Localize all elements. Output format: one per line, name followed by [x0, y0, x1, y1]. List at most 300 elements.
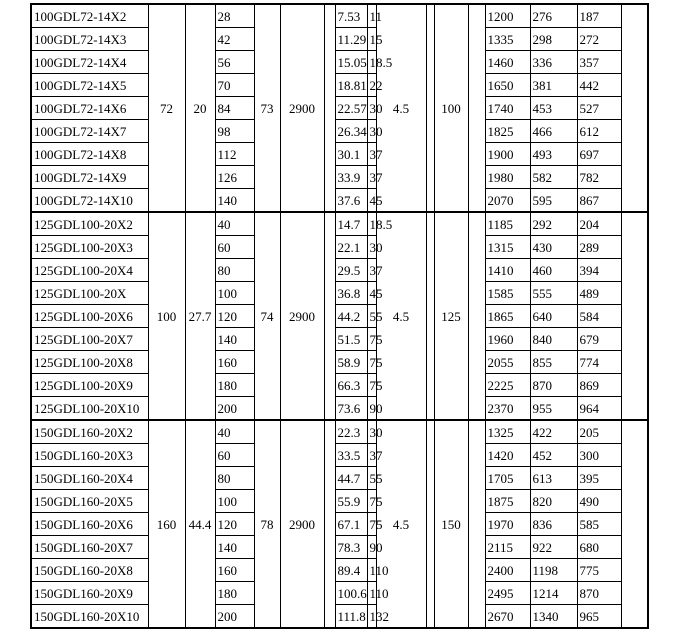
gap-cell — [621, 536, 648, 559]
power-cell: 11.29 — [335, 28, 367, 51]
gap-cell — [468, 351, 485, 374]
gap-cell — [324, 490, 335, 513]
model-cell: 100GDL72-14X8 — [31, 143, 148, 166]
motor-cell: 90 — [367, 536, 376, 559]
weight3-cell: 964 — [577, 397, 621, 421]
power-cell: 36.8 — [335, 282, 367, 305]
motor-cell: 18.5 — [367, 51, 376, 74]
weight2-cell: 460 — [530, 259, 577, 282]
gap-cell — [324, 74, 335, 97]
rpm-cell: 2900 — [280, 212, 324, 420]
motor-cell: 55 — [367, 305, 376, 328]
weight2-cell: 855 — [530, 351, 577, 374]
gap-cell — [621, 120, 648, 143]
gap-cell — [468, 212, 485, 236]
head-cell: 100 — [215, 282, 254, 305]
weight2-cell: 381 — [530, 74, 577, 97]
head-cell: 180 — [215, 582, 254, 605]
gap-cell — [621, 513, 648, 536]
weight1-cell: 2370 — [485, 397, 530, 421]
weight3-cell: 965 — [577, 605, 621, 629]
speed-cell: 20 — [185, 4, 215, 212]
table-row — [31, 74, 648, 97]
gap-cell — [468, 513, 485, 536]
gap-cell — [324, 605, 335, 629]
motor-cell: 30 — [367, 120, 376, 143]
table-row — [31, 282, 648, 305]
diameter-cell: 125 — [434, 212, 468, 420]
weight3-cell: 490 — [577, 490, 621, 513]
weight2-cell: 493 — [530, 143, 577, 166]
weight1-cell: 1825 — [485, 120, 530, 143]
weight2-cell: 582 — [530, 166, 577, 189]
weight2-cell: 298 — [530, 28, 577, 51]
table-row — [31, 4, 648, 28]
head-cell: 126 — [215, 166, 254, 189]
gap-cell — [468, 582, 485, 605]
model-cell: 125GDL100-20X — [31, 282, 148, 305]
gap-cell — [468, 444, 485, 467]
weight1-cell: 1410 — [485, 259, 530, 282]
motor-cell: 18.5 — [367, 212, 376, 236]
gap-cell — [426, 420, 434, 628]
head-cell: 140 — [215, 328, 254, 351]
gap-cell — [324, 351, 335, 374]
weight3-cell: 585 — [577, 513, 621, 536]
weight3-cell: 612 — [577, 120, 621, 143]
table-row — [31, 51, 648, 74]
weight3-cell: 679 — [577, 328, 621, 351]
gap-cell — [468, 605, 485, 629]
weight1-cell: 1740 — [485, 97, 530, 120]
power-cell: 78.3 — [335, 536, 367, 559]
gap-cell — [621, 236, 648, 259]
gap-cell — [621, 189, 648, 213]
power-cell: 58.9 — [335, 351, 367, 374]
weight3-cell: 272 — [577, 28, 621, 51]
model-cell: 150GDL160-20X3 — [31, 444, 148, 467]
gap-cell — [324, 28, 335, 51]
gap-cell — [468, 282, 485, 305]
model-cell: 125GDL100-20X7 — [31, 328, 148, 351]
weight3-cell: 527 — [577, 97, 621, 120]
model-cell: 150GDL160-20X7 — [31, 536, 148, 559]
gap-cell — [468, 420, 485, 444]
power-cell: 29.5 — [335, 259, 367, 282]
gap-cell — [324, 97, 335, 120]
motor-cell: 110 — [367, 559, 376, 582]
head-cell: 60 — [215, 444, 254, 467]
gap-cell — [324, 120, 335, 143]
gap-cell — [324, 559, 335, 582]
gap-cell — [621, 51, 648, 74]
motor-cell: 37 — [367, 166, 376, 189]
model-cell: 125GDL100-20X10 — [31, 397, 148, 421]
weight1-cell: 2400 — [485, 559, 530, 582]
gap-cell — [324, 582, 335, 605]
weight3-cell: 782 — [577, 166, 621, 189]
weight3-cell: 205 — [577, 420, 621, 444]
weight1-cell: 2225 — [485, 374, 530, 397]
motor-cell: 45 — [367, 282, 376, 305]
efficiency-cell: 78 — [254, 420, 280, 628]
table-row — [31, 351, 648, 374]
model-cell: 100GDL72-14X2 — [31, 4, 148, 28]
model-cell: 100GDL72-14X9 — [31, 166, 148, 189]
motor-cell: 75 — [367, 490, 376, 513]
motor-cell: 30 — [367, 420, 376, 444]
gap-cell — [621, 4, 648, 28]
diameter-cell: 100 — [434, 4, 468, 212]
weight1-cell: 1960 — [485, 328, 530, 351]
power-cell: 18.81 — [335, 74, 367, 97]
weight3-cell: 680 — [577, 536, 621, 559]
power-cell: 73.6 — [335, 397, 367, 421]
weight1-cell: 2055 — [485, 351, 530, 374]
table-row — [31, 259, 648, 282]
table-row — [31, 444, 648, 467]
weight2-cell: 1198 — [530, 559, 577, 582]
power-cell: 67.1 — [335, 513, 367, 536]
motor-cell: 55 — [367, 467, 376, 490]
gap-cell — [621, 74, 648, 97]
gap-cell — [468, 4, 485, 28]
power-cell: 22.1 — [335, 236, 367, 259]
gap-cell — [621, 282, 648, 305]
gap-cell — [621, 397, 648, 421]
table-row — [31, 97, 648, 120]
power-cell: 30.1 — [335, 143, 367, 166]
head-cell: 120 — [215, 513, 254, 536]
weight2-cell: 955 — [530, 397, 577, 421]
motor-cell: 75 — [367, 374, 376, 397]
motor-cell: 37 — [367, 259, 376, 282]
gap-cell — [324, 166, 335, 189]
power-cell: 7.53 — [335, 4, 367, 28]
model-cell: 100GDL72-14X6 — [31, 97, 148, 120]
gap-cell — [324, 212, 335, 236]
table-row — [31, 166, 648, 189]
gap-cell — [621, 467, 648, 490]
table-row — [31, 490, 648, 513]
power-cell: 33.5 — [335, 444, 367, 467]
model-cell: 100GDL72-14X7 — [31, 120, 148, 143]
weight1-cell: 1460 — [485, 51, 530, 74]
power-cell: 51.5 — [335, 328, 367, 351]
model-cell: 100GDL72-14X3 — [31, 28, 148, 51]
table-row — [31, 212, 648, 236]
table-row — [31, 582, 648, 605]
gap-cell — [468, 490, 485, 513]
head-cell: 200 — [215, 397, 254, 421]
table-row — [31, 374, 648, 397]
head-cell: 40 — [215, 420, 254, 444]
gap-cell — [621, 374, 648, 397]
diameter-cell: 150 — [434, 420, 468, 628]
power-cell: 44.2 — [335, 305, 367, 328]
power-cell: 100.6 — [335, 582, 367, 605]
weight2-cell: 276 — [530, 4, 577, 28]
flow-cell: 100 — [148, 212, 185, 420]
efficiency-cell: 73 — [254, 4, 280, 212]
motor-cell: 90 — [367, 397, 376, 421]
table-row — [31, 143, 648, 166]
weight1-cell: 2495 — [485, 582, 530, 605]
gap-cell — [324, 143, 335, 166]
table-row — [31, 28, 648, 51]
table-row — [31, 236, 648, 259]
weight3-cell: 187 — [577, 4, 621, 28]
weight2-cell: 870 — [530, 374, 577, 397]
model-cell: 125GDL100-20X8 — [31, 351, 148, 374]
gap-cell — [324, 305, 335, 328]
weight2-cell: 922 — [530, 536, 577, 559]
head-cell: 84 — [215, 97, 254, 120]
gap-cell — [468, 305, 485, 328]
gap-cell — [468, 28, 485, 51]
rpm-cell: 2900 — [280, 420, 324, 628]
gap-cell — [324, 536, 335, 559]
speed-cell: 44.4 — [185, 420, 215, 628]
npsh-cell: 4.5 — [376, 212, 426, 420]
table-row — [31, 605, 648, 629]
gap-cell — [621, 490, 648, 513]
gap-cell — [324, 397, 335, 421]
gap-cell — [621, 305, 648, 328]
gap-cell — [468, 536, 485, 559]
npsh-cell: 4.5 — [376, 4, 426, 212]
table-row — [31, 189, 648, 213]
head-cell: 42 — [215, 28, 254, 51]
gap-cell — [324, 420, 335, 444]
weight1-cell: 1200 — [485, 4, 530, 28]
model-cell: 125GDL100-20X6 — [31, 305, 148, 328]
gap-cell — [468, 189, 485, 213]
gap-cell — [621, 328, 648, 351]
table-row — [31, 420, 648, 444]
gap-cell — [468, 259, 485, 282]
gap-cell — [468, 397, 485, 421]
motor-cell: 30 — [367, 97, 376, 120]
head-cell: 120 — [215, 305, 254, 328]
weight1-cell: 2115 — [485, 536, 530, 559]
spec-table-body — [31, 4, 648, 628]
head-cell: 40 — [215, 212, 254, 236]
weight3-cell: 697 — [577, 143, 621, 166]
weight3-cell: 867 — [577, 189, 621, 213]
head-cell: 180 — [215, 374, 254, 397]
gap-cell — [468, 51, 485, 74]
model-cell: 150GDL160-20X2 — [31, 420, 148, 444]
motor-cell: 75 — [367, 328, 376, 351]
model-cell: 125GDL100-20X9 — [31, 374, 148, 397]
weight2-cell: 840 — [530, 328, 577, 351]
weight3-cell: 357 — [577, 51, 621, 74]
power-cell: 55.9 — [335, 490, 367, 513]
gap-cell — [468, 467, 485, 490]
gap-cell — [621, 605, 648, 629]
weight2-cell: 1214 — [530, 582, 577, 605]
motor-cell: 37 — [367, 143, 376, 166]
gap-cell — [324, 4, 335, 28]
gap-cell — [324, 51, 335, 74]
weight1-cell: 1980 — [485, 166, 530, 189]
weight2-cell: 555 — [530, 282, 577, 305]
power-cell: 26.34 — [335, 120, 367, 143]
pump-spec-table — [30, 3, 649, 629]
weight3-cell: 775 — [577, 559, 621, 582]
weight2-cell: 613 — [530, 467, 577, 490]
weight2-cell: 595 — [530, 189, 577, 213]
model-cell: 150GDL160-20X5 — [31, 490, 148, 513]
weight1-cell: 1185 — [485, 212, 530, 236]
head-cell: 140 — [215, 189, 254, 213]
weight2-cell: 1340 — [530, 605, 577, 629]
gap-cell — [324, 282, 335, 305]
gap-cell — [324, 513, 335, 536]
weight3-cell: 289 — [577, 236, 621, 259]
table-row — [31, 397, 648, 421]
model-cell: 150GDL160-20X10 — [31, 605, 148, 629]
power-cell: 15.05 — [335, 51, 367, 74]
gap-cell — [468, 236, 485, 259]
gap-cell — [621, 166, 648, 189]
weight2-cell: 640 — [530, 305, 577, 328]
weight3-cell: 395 — [577, 467, 621, 490]
weight3-cell: 300 — [577, 444, 621, 467]
gap-cell — [621, 143, 648, 166]
gap-cell — [324, 444, 335, 467]
power-cell: 22.3 — [335, 420, 367, 444]
gap-cell — [621, 582, 648, 605]
gap-cell — [621, 259, 648, 282]
gap-cell — [621, 444, 648, 467]
flow-cell: 160 — [148, 420, 185, 628]
head-cell: 70 — [215, 74, 254, 97]
table-row — [31, 305, 648, 328]
motor-cell: 22 — [367, 74, 376, 97]
head-cell: 80 — [215, 259, 254, 282]
rpm-cell: 2900 — [280, 4, 324, 212]
head-cell: 56 — [215, 51, 254, 74]
motor-cell: 132 — [367, 605, 376, 629]
model-cell: 150GDL160-20X9 — [31, 582, 148, 605]
weight1-cell: 1705 — [485, 467, 530, 490]
gap-cell — [426, 4, 434, 212]
weight2-cell: 820 — [530, 490, 577, 513]
gap-cell — [621, 212, 648, 236]
efficiency-cell: 74 — [254, 212, 280, 420]
weight2-cell: 422 — [530, 420, 577, 444]
weight1-cell: 1650 — [485, 74, 530, 97]
gap-cell — [621, 559, 648, 582]
power-cell: 14.7 — [335, 212, 367, 236]
weight2-cell: 430 — [530, 236, 577, 259]
head-cell: 200 — [215, 605, 254, 629]
weight1-cell: 1420 — [485, 444, 530, 467]
model-cell: 125GDL100-20X4 — [31, 259, 148, 282]
motor-cell: 15 — [367, 28, 376, 51]
power-cell: 66.3 — [335, 374, 367, 397]
gap-cell — [468, 166, 485, 189]
power-cell: 44.7 — [335, 467, 367, 490]
gap-cell — [324, 236, 335, 259]
gap-cell — [621, 97, 648, 120]
head-cell: 100 — [215, 490, 254, 513]
model-cell: 125GDL100-20X3 — [31, 236, 148, 259]
table-row — [31, 559, 648, 582]
weight1-cell: 1865 — [485, 305, 530, 328]
model-cell: 100GDL72-14X5 — [31, 74, 148, 97]
flow-cell: 72 — [148, 4, 185, 212]
gap-cell — [324, 189, 335, 213]
weight1-cell: 1900 — [485, 143, 530, 166]
motor-cell: 75 — [367, 513, 376, 536]
weight3-cell: 489 — [577, 282, 621, 305]
power-cell: 33.9 — [335, 166, 367, 189]
power-cell: 22.57 — [335, 97, 367, 120]
head-cell: 140 — [215, 536, 254, 559]
npsh-cell: 4.5 — [376, 420, 426, 628]
gap-cell — [621, 420, 648, 444]
gap-cell — [468, 74, 485, 97]
gap-cell — [324, 259, 335, 282]
motor-cell: 75 — [367, 351, 376, 374]
model-cell: 150GDL160-20X4 — [31, 467, 148, 490]
power-cell: 37.6 — [335, 189, 367, 213]
gap-cell — [468, 328, 485, 351]
weight3-cell: 869 — [577, 374, 621, 397]
table-row — [31, 120, 648, 143]
power-cell: 111.8 — [335, 605, 367, 629]
gap-cell — [468, 97, 485, 120]
weight1-cell: 1875 — [485, 490, 530, 513]
head-cell: 160 — [215, 351, 254, 374]
head-cell: 28 — [215, 4, 254, 28]
head-cell: 98 — [215, 120, 254, 143]
table-row — [31, 467, 648, 490]
model-cell: 150GDL160-20X8 — [31, 559, 148, 582]
weight2-cell: 466 — [530, 120, 577, 143]
weight1-cell: 2070 — [485, 189, 530, 213]
weight3-cell: 584 — [577, 305, 621, 328]
gap-cell — [324, 374, 335, 397]
weight1-cell: 1325 — [485, 420, 530, 444]
gap-cell — [621, 351, 648, 374]
head-cell: 60 — [215, 236, 254, 259]
weight1-cell: 1970 — [485, 513, 530, 536]
table-row — [31, 328, 648, 351]
weight3-cell: 394 — [577, 259, 621, 282]
gap-cell — [468, 120, 485, 143]
weight2-cell: 453 — [530, 97, 577, 120]
motor-cell: 45 — [367, 189, 376, 213]
model-cell: 150GDL160-20X6 — [31, 513, 148, 536]
gap-cell — [468, 374, 485, 397]
motor-cell: 110 — [367, 582, 376, 605]
weight1-cell: 1585 — [485, 282, 530, 305]
table-row — [31, 536, 648, 559]
gap-cell — [324, 467, 335, 490]
weight2-cell: 336 — [530, 51, 577, 74]
head-cell: 160 — [215, 559, 254, 582]
weight3-cell: 774 — [577, 351, 621, 374]
power-cell: 89.4 — [335, 559, 367, 582]
model-cell: 100GDL72-14X4 — [31, 51, 148, 74]
motor-cell: 11 — [367, 4, 376, 28]
weight2-cell: 452 — [530, 444, 577, 467]
gap-cell — [468, 559, 485, 582]
